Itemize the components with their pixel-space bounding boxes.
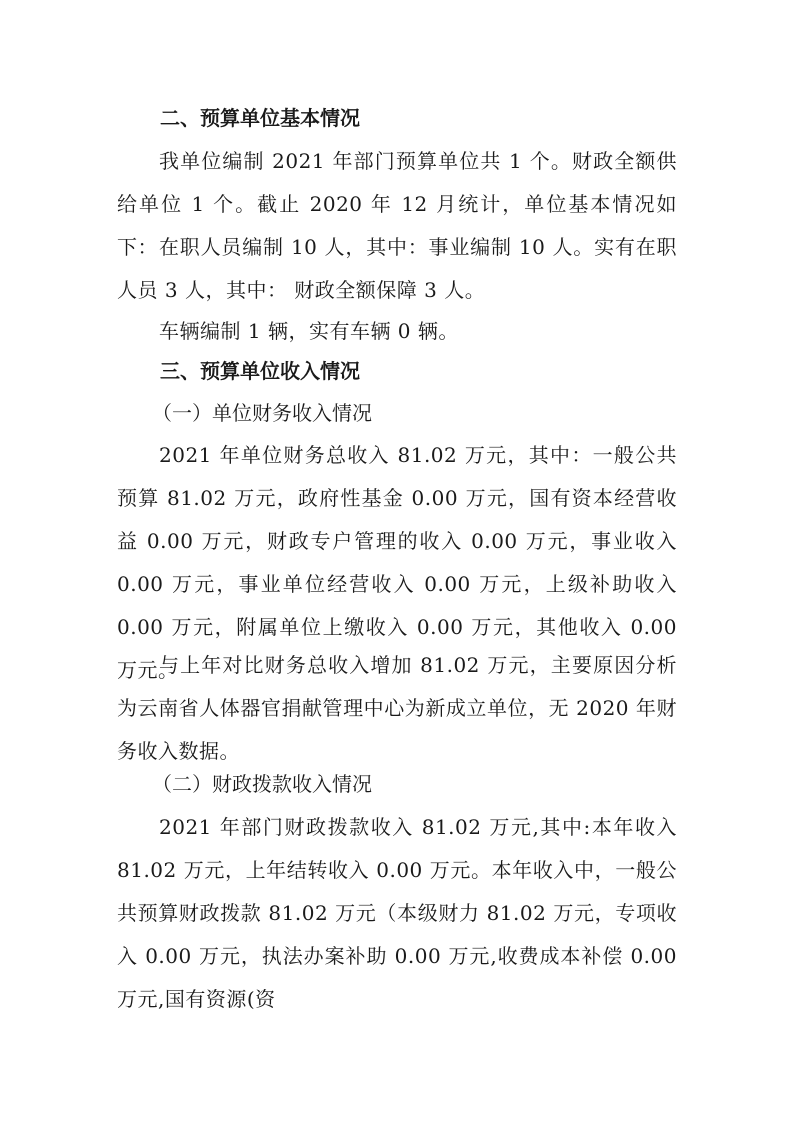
section2-heading: 二、预算单位基本情况 bbox=[160, 106, 360, 130]
section2-paragraph-units: 我单位编制 2021 年部门预算单位共 1 个。财政全额供给单位 1 个。截止 2020 年 12 月统计，单位基本情况如下： bbox=[117, 149, 677, 259]
section3-sub1-paragraph-income: 2021 年单位财务总收入 81.02 万元，其中：一般公共预算 81.02 万元，政府性基金 0.00 万元，国有资本经营收益 0.00 万元，财政专户管理的收入 0.00 万元，事业收入 0.00 万元，事业单位经营收入 0.00 万元，上级补助收入 0.00 万元，附属单位上缴收入 0.00 万元，其他收入 0.00 万元。 bbox=[117, 443, 677, 682]
section2-paragraph-vehicles: 车辆编制 1 辆，实有车辆 0 辆。 bbox=[159, 319, 459, 343]
section3-sub1-heading: （一）单位财务收入情况 bbox=[152, 401, 372, 425]
section3-sub1-paragraph-comparison: 与上年对比财务总收入增加 81.02 万元，主要原因分析为云南省人体器官捐献管理中心为新成立单位，无 2020 年财务收入数据。 bbox=[117, 653, 677, 763]
section3-sub2-paragraph-appropriation: 2021 年部门财政拨款收入 81.02 万元,其中:本年收入 81.02 万元，上年结转收入 0.00 万元。本年收入中，一般公共预算财政拨款 81.02 万元（本级财力 81.02 万元，专项收入 0.00 万元，执法办案补助 0.00 万元,收费成本补偿 0.00 万元,国有资源(资 bbox=[117, 815, 677, 1011]
section3-heading: 三、预算单位收入情况 bbox=[160, 359, 360, 383]
section3-sub2-heading: （二）财政拨款收入情况 bbox=[152, 772, 372, 796]
section2-paragraph-staff: 在职人员编制 10 人，其中：事业编制 10 人。实有在职人员 3 人，其中： 财政全额保障 3 人。 bbox=[117, 235, 677, 302]
